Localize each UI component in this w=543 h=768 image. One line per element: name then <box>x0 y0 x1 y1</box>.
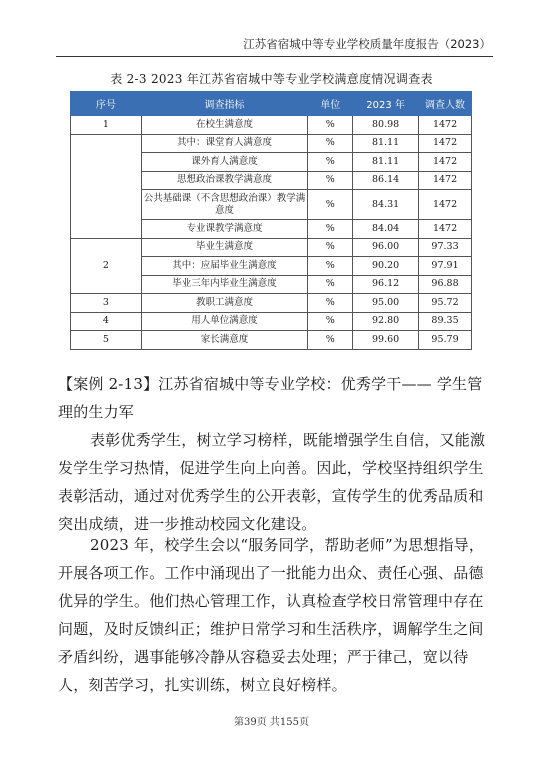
cell-unit: % <box>308 331 353 350</box>
cell-indicator: 其中：课堂育人满意度 <box>141 134 308 153</box>
table-row <box>71 134 472 153</box>
cell-indicator: 毕业生满意度 <box>141 238 308 257</box>
table-header-row <box>71 92 472 116</box>
cell-value: 84.04 <box>353 220 419 239</box>
cell-count: 97.91 <box>419 257 472 276</box>
cell-seq-merged <box>71 134 142 238</box>
cell-unit: % <box>308 238 353 257</box>
table-row <box>71 238 472 257</box>
cell-value: 80.98 <box>353 116 419 135</box>
cell-unit: % <box>308 257 353 276</box>
cell-indicator: 家长满意度 <box>141 331 308 350</box>
cell-unit: % <box>308 275 353 294</box>
cell-count: 1472 <box>419 220 472 239</box>
case-paragraph-1: 表彰优秀学生，树立学习榜样，既能增强学生自信，又能激发学生学习热情，促进学生向上向善。因此，学校坚持组织学生表彰活动，通过对优秀学生的公开表彰，宣传学生的优秀品质和突出成绩，进一步推动校园文化建设。 <box>58 431 486 533</box>
header-count: 调查人数 <box>419 92 472 116</box>
table-caption: 表 2-3 2023 年江苏省宿城中等专业学校满意度情况调查表 <box>110 72 433 86</box>
cell-value: 96.12 <box>353 275 419 294</box>
cell-value: 84.31 <box>353 190 419 220</box>
header-indicator: 调查指标 <box>141 92 308 116</box>
table-row <box>71 116 472 135</box>
cell-indicator: 思想政治课教学满意度 <box>141 171 308 190</box>
header-seq: 序号 <box>71 92 142 116</box>
cell-indicator: 公共基础课（不含思想政治课）教学满意度 <box>141 190 308 220</box>
cell-count: 95.79 <box>419 331 472 350</box>
cell-indicator: 其中：应届毕业生满意度 <box>141 257 308 276</box>
cell-value: 90.20 <box>353 257 419 276</box>
table-row <box>71 312 472 331</box>
cell-unit: % <box>308 294 353 313</box>
case-paragraph-2: 2023 年，校学生会以“服务同学，帮助老师”为思想指导，开展各项工作。工作中涌现出了一批能力出众、责任心强、品德优异的学生。他们热心管理工作，认真检查学校日常管理中存在问题，及时反馈纠正；维护日常学习和生活秩序，调解学生之间矛盾纠纷，遇事能够冷静从容稳妥去处理；严于律己，宽以待人，刻苦学习，扎实训练，树立良好榜样。 <box>58 536 485 694</box>
cell-seq: 3 <box>71 294 142 313</box>
cell-value: 86.14 <box>353 171 419 190</box>
cell-seq: 5 <box>71 331 142 350</box>
case-title: 【案例 2-13】江苏省宿城中等专业学校：优秀学干—— 学生管理的生力军 <box>58 375 483 421</box>
cell-count: 1472 <box>419 116 472 135</box>
header-divider <box>56 56 493 57</box>
cell-value: 92.80 <box>353 312 419 331</box>
header-unit: 单位 <box>308 92 353 116</box>
cell-unit: % <box>308 171 353 190</box>
table-row <box>71 294 472 313</box>
cell-unit: % <box>308 116 353 135</box>
cell-value: 81.11 <box>353 153 419 172</box>
cell-count: 95.72 <box>419 294 472 313</box>
cell-unit: % <box>308 190 353 220</box>
cell-indicator: 教职工满意度 <box>141 294 308 313</box>
cell-count: 89.35 <box>419 312 472 331</box>
running-header: 江苏省宿城中等专业学校质量年度报告（2023） <box>243 37 491 51</box>
cell-count: 97.33 <box>419 238 472 257</box>
cell-indicator: 专业课教学满意度 <box>141 220 308 239</box>
cell-indicator: 用人单位满意度 <box>141 312 308 331</box>
cell-indicator: 在校生满意度 <box>141 116 308 135</box>
cell-indicator: 课外育人满意度 <box>141 153 308 172</box>
cell-count: 1472 <box>419 190 472 220</box>
satisfaction-table <box>70 91 472 350</box>
cell-indicator: 毕业三年内毕业生满意度 <box>141 275 308 294</box>
cell-count: 1472 <box>419 134 472 153</box>
cell-count: 96.88 <box>419 275 472 294</box>
cell-seq: 1 <box>71 116 142 135</box>
page-number: 第39页 共155页 <box>234 717 309 728</box>
cell-seq-merged: 2 <box>71 238 142 294</box>
cell-value: 95.00 <box>353 294 419 313</box>
cell-value: 96.00 <box>353 238 419 257</box>
cell-unit: % <box>308 312 353 331</box>
cell-count: 1472 <box>419 153 472 172</box>
table-row <box>71 331 472 350</box>
cell-value: 99.60 <box>353 331 419 350</box>
cell-count: 1472 <box>419 171 472 190</box>
cell-seq: 4 <box>71 312 142 331</box>
cell-value: 81.11 <box>353 134 419 153</box>
cell-unit: % <box>308 220 353 239</box>
cell-unit: % <box>308 153 353 172</box>
cell-unit: % <box>308 134 353 153</box>
header-value: 2023 年 <box>353 92 419 116</box>
